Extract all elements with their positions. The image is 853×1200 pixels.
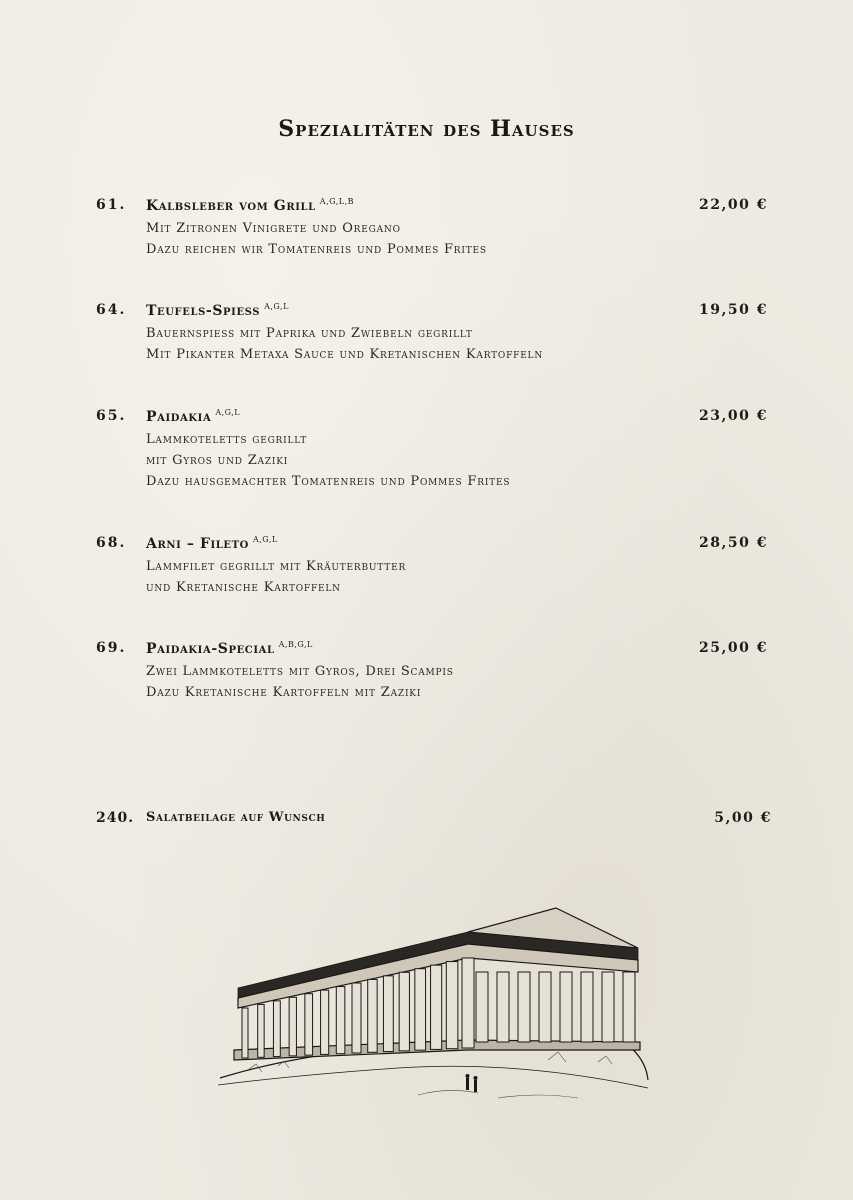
temple-column xyxy=(518,972,530,1042)
item-price: 5,00 € xyxy=(714,810,772,826)
item-name: Paidakia $^{A,G,L}$ xyxy=(146,408,241,425)
item-description: Bauernspiess mit Paprika und Zwiebeln gegrillt Mit Pikanter Metaxa Sauce und Kretanischen Kartoffeln xyxy=(146,326,544,362)
allergen-codes: A,G,L xyxy=(264,302,289,311)
temple-column xyxy=(446,962,458,1049)
temple-column xyxy=(305,994,313,1055)
temple-column xyxy=(415,969,426,1050)
temple-column xyxy=(368,979,377,1052)
item-number: 65. xyxy=(96,408,127,424)
item-price: 23,00 € xyxy=(699,408,768,424)
temple-column xyxy=(476,972,488,1042)
allergen-codes: A,G,L xyxy=(252,535,278,544)
page-title: Spezialitäten des Hauses xyxy=(278,116,575,142)
item-number: 64. xyxy=(96,302,127,318)
item-name: Kalbsleber vom Grill $^{A,G,L,B}$ xyxy=(146,197,354,214)
item-number: 240. xyxy=(96,810,135,826)
allergen-codes: A,B,G,L xyxy=(278,640,313,649)
item-price: 19,50 € xyxy=(699,302,768,318)
item-price: 28,50 € xyxy=(699,535,768,551)
temple-column xyxy=(399,972,409,1051)
item-number: 68. xyxy=(96,535,127,551)
temple-column xyxy=(560,972,572,1042)
item-description: Mit Zitronen Vinigrete und Oregano Dazu reichen wir Tomatenreis und Pommes Frites xyxy=(146,221,487,257)
item-name: Paidakia-Special $^{A,B,G,L}$ xyxy=(146,640,313,657)
temple-column xyxy=(321,990,329,1054)
temple-column xyxy=(497,972,509,1042)
temple-column xyxy=(289,997,296,1056)
item-description: Lammfilet gegrillt mit Kräuterbutter und Kretanische Kartoffeln xyxy=(146,559,407,595)
item-name: Salatbeilage auf Wunsch xyxy=(146,810,326,825)
temple-column xyxy=(462,958,474,1048)
temple-column xyxy=(602,972,614,1042)
allergen-codes: A,G,L,B xyxy=(319,197,354,206)
parthenon-illustration xyxy=(218,900,650,1112)
item-description: Zwei Lammkoteletts mit Gyros, Drei Scampis Dazu Kretanische Kartoffeln mit Zaziki xyxy=(146,664,454,700)
temple-column xyxy=(623,972,635,1042)
item-description: Lammkoteletts gegrillt mit Gyros und Zaziki Dazu hausgemachter Tomatenreis und Pommes Frites xyxy=(146,432,511,489)
item-price: 22,00 € xyxy=(699,197,768,213)
temple-column xyxy=(258,1004,264,1057)
item-number: 69. xyxy=(96,640,127,656)
temple-column xyxy=(539,972,551,1042)
temple-column xyxy=(431,965,442,1049)
temple-column xyxy=(336,987,345,1054)
item-name: Arni – Fileto $^{A,G,L}$ xyxy=(146,535,278,552)
temple-column xyxy=(352,983,361,1053)
temple-column xyxy=(273,1001,280,1057)
temple-column xyxy=(383,976,393,1052)
item-price: 25,00 € xyxy=(699,640,768,656)
item-number: 61. xyxy=(96,197,127,213)
temple-column xyxy=(242,1008,248,1058)
allergen-codes: A,G,L xyxy=(215,408,241,417)
temple-column xyxy=(581,972,593,1042)
item-name: Teufels-Spiess $^{A,G,L}$ xyxy=(146,302,289,319)
